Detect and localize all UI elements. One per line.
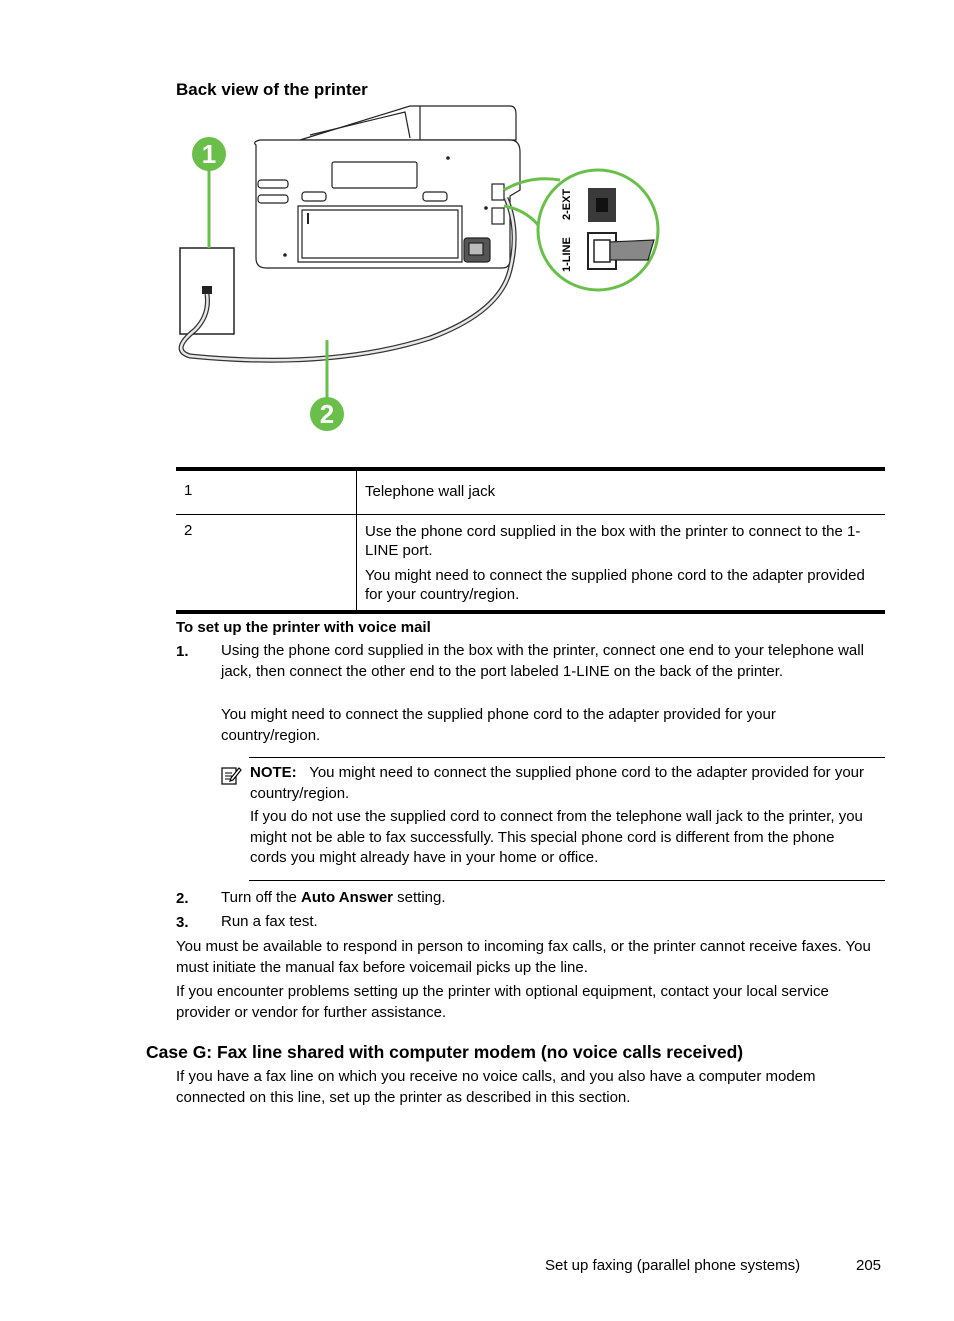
- wall-jack-illustration: [180, 248, 234, 334]
- legend-number: 1: [176, 469, 357, 515]
- procedure-title: To set up the printer with voice mail: [176, 619, 431, 636]
- step-2-text: Turn off the Auto Answer setting.: [221, 889, 446, 906]
- note-icon: [220, 764, 242, 786]
- note-body: You might need to connect the supplied phone cord to the adapter provided for your country/region.: [250, 764, 865, 802]
- section-heading: Case G: Fax line shared with computer modem (no voice calls received): [146, 1042, 744, 1062]
- legend-description: Telephone wall jack: [357, 469, 886, 515]
- figure-heading: Back view of the printer: [176, 80, 368, 99]
- table-row: [176, 469, 885, 515]
- legend-number: 2: [176, 515, 357, 613]
- port-label-ext: 2-EXT: [561, 188, 573, 220]
- page-number: 205: [856, 1257, 882, 1274]
- port-label-line: 1-LINE: [561, 237, 573, 272]
- printer-illustration: [255, 106, 520, 268]
- step-1-text-2: You might need to connect the supplied phone cord to the adapter provided for your country/region.: [221, 706, 776, 744]
- step-1-number: 1.: [176, 643, 189, 660]
- note-text-2: If you do not use the supplied cord to connect from the telephone wall jack to the printer, you might not be able to fax successfully. This special phone cord is different from the phone cords you might already have in your home or office.: [250, 808, 863, 866]
- body-paragraph: You must be available to respond in person to incoming fax calls, or the printer cannot receive faxes. You must initiate the manual fax before voicemail picks up the line.: [176, 938, 871, 976]
- legend-table: [176, 467, 885, 614]
- step-3-number: 3.: [176, 914, 189, 931]
- section-text: If you have a fax line on which you receive no voice calls, and you also have a computer modem connected on this line, set up the printer as described in this section.: [176, 1068, 816, 1106]
- callout-1-label: 1: [201, 139, 217, 169]
- legend-description: Use the phone cord supplied in the box with the printer to connect to the 1-LINE port. You might need to connect the supplied phone cord to the adapter provided for your country/region.: [357, 515, 886, 613]
- note-top-rule: [249, 757, 885, 758]
- step-1-text: Using the phone cord supplied in the box with the printer, connect one end to your telephone wall jack, then connect the other end to the port labeled 1-LINE on the back of the printer.: [221, 642, 864, 680]
- note-text: [250, 763, 886, 804]
- step-2-number: 2.: [176, 890, 189, 907]
- note-label: NOTE:: [250, 764, 297, 781]
- table-row: [176, 515, 885, 613]
- footer-section-title: Set up faxing (parallel phone systems): [545, 1257, 801, 1274]
- port-zoom-detail: [538, 170, 658, 290]
- auto-answer-setting: Auto Answer: [301, 889, 393, 906]
- note-bottom-rule: [249, 880, 885, 881]
- callout-2-label: 2: [319, 399, 335, 429]
- body-paragraph: If you encounter problems setting up the printer with optional equipment, contact your local service provider or vendor for further assistance.: [176, 983, 829, 1021]
- step-3-text: Run a fax test.: [221, 913, 318, 930]
- printer-back-view-diagram: [170, 100, 670, 440]
